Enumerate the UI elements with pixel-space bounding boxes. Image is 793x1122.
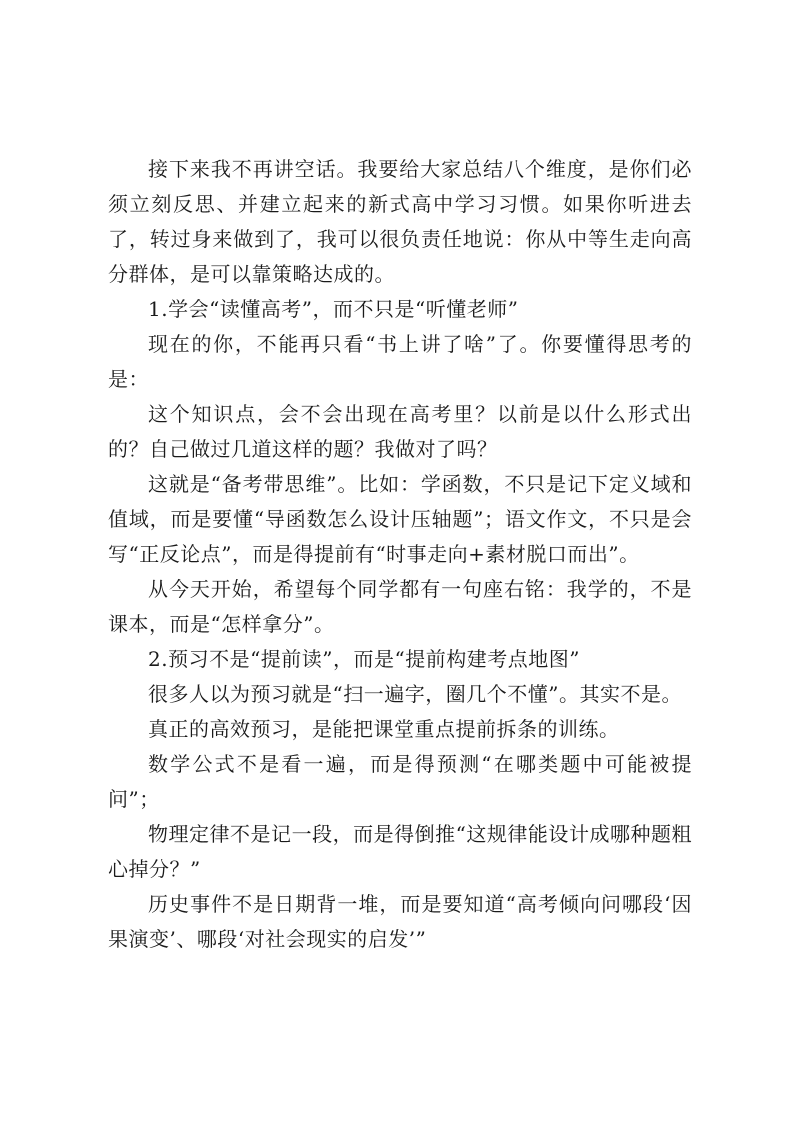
paragraph: 物理定律不是记一段，而是得倒推“这规律能设计成哪种题粗心掉分？” [108,822,692,881]
paragraph: 现在的你，不能再只看“书上讲了啥”了。你要懂得思考的是： [108,332,692,391]
paragraph: 这个知识点，会不会出现在高考里？以前是以什么形式出的？自己做过几道这样的题？我做对了吗？ [108,402,692,461]
paragraph: 数学公式不是看一遍，而是得预测“在哪类题中可能被提问”； [108,752,692,811]
paragraph: 这就是“备考带思维”。比如：学函数，不只是记下定义域和值域，而是要懂“导函数怎么设计压轴题”；语文作文，不只是会写“正反论点”，而是得提前有“时事走向+素材脱口而出”。 [108,472,692,566]
paragraph: 真正的高效预习，是能把课堂重点提前拆条的训练。 [148,717,620,741]
section-heading-2: 2.预习不是“提前读”，而是“提前构建考点地图” [148,647,580,671]
paragraph: 很多人以为预习就是“扫一遍字，圈几个不懂”。其实不是。 [148,682,682,706]
document-body [108,152,692,957]
paragraph: 从今天开始，希望每个同学都有一句座右铭：我学的，不是课本，而是“怎样拿分”。 [108,577,692,636]
paragraph-intro: 接下来我不再讲空话。我要给大家总结八个维度，是你们必须立刻反思、并建立起来的新式高中学习习惯。如果你听进去了，转过身来做到了，我可以很负责任地说：你从中等生走向高分群体，是可以靠策略达成的。 [108,157,692,286]
paragraph: 历史事件不是日期背一堆，而是要知道“高考倾向问哪段‘因果演变’、哪段‘对社会现实的启发’” [108,892,692,951]
section-heading-1: 1.学会“读懂高考”，而不只是“听懂老师” [148,297,519,321]
